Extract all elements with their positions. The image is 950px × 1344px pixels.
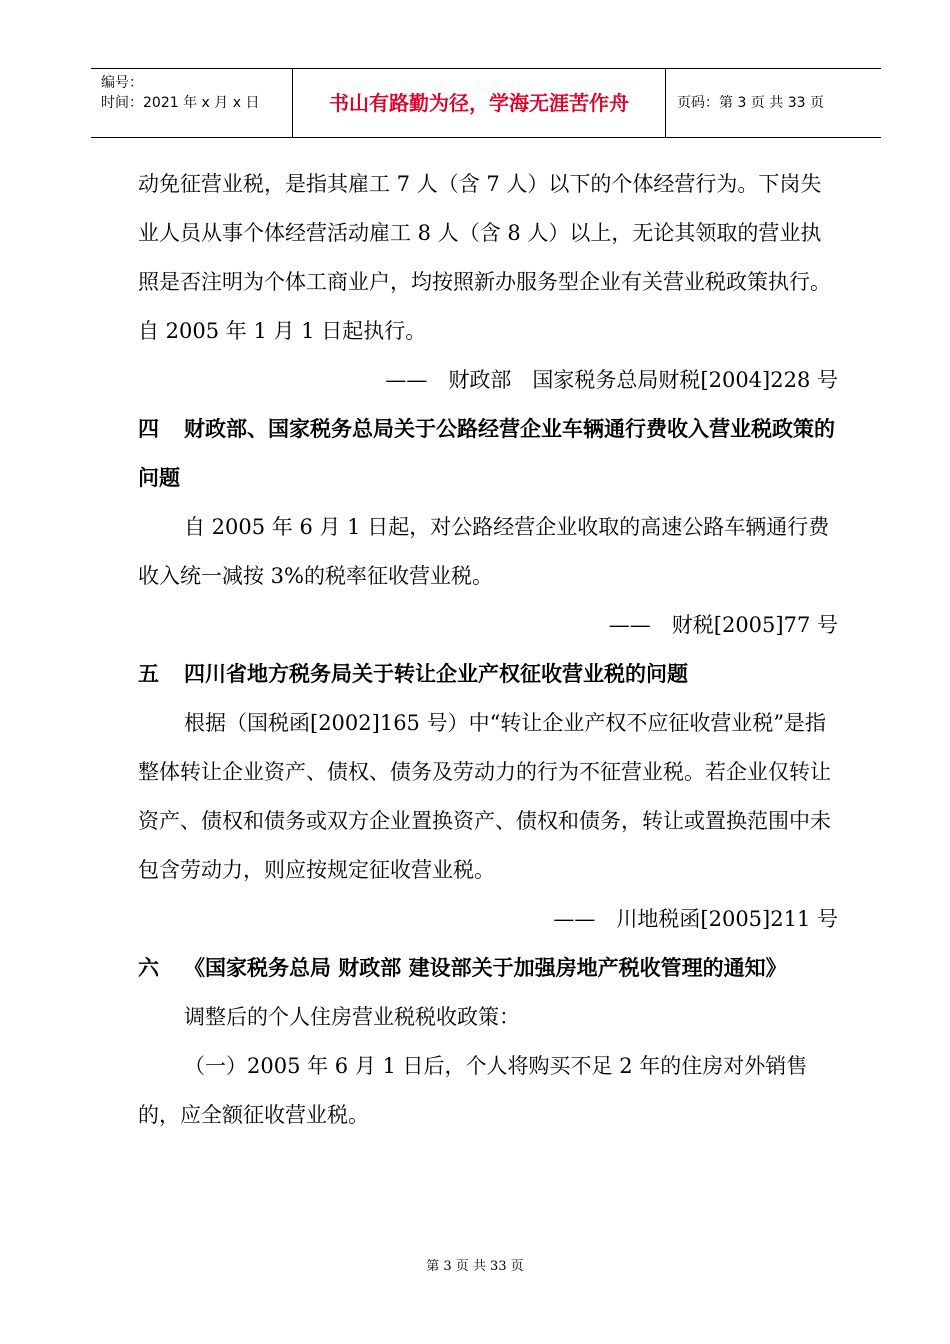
section-heading — [138, 944, 838, 993]
page-footer: 第 3 页 共 33 页 — [426, 1259, 524, 1274]
reference-line: —— 财税[2005]77 号 — [608, 613, 838, 637]
reference-line: —— 财政部 国家税务总局财税[2004]228 号 — [385, 368, 838, 392]
section-number: 六 — [138, 956, 159, 980]
header-time-label: 时间：2021 年 x 月 x 日 — [101, 95, 260, 111]
section-number: 五 — [138, 662, 159, 686]
paragraph: 自 2005 年 6 月 1 日起，对公路经营企业收取的高速公路车辆通行费收入统一减按 3%的税率征收营业税。 — [138, 515, 830, 588]
section-title: 四川省地方税务局关于转让企业产权征收营业税的问题 — [184, 662, 688, 686]
section-number: 四 — [138, 417, 159, 441]
header-page-info: 页码：第 3 页 共 33 页 — [677, 95, 824, 111]
paragraph: 根据（国税函[2002]165 号）中“转让企业产权不应征收营业税”是指整体转让企业资产、债权、债务及劳动力的行为不征营业税。若企业仅转让资产、债权和债务或双方企业置换资产、债权和债务，转让或置换范围中未包含劳动力，则应按规定征收营业税。 — [138, 711, 831, 882]
header-meta — [101, 73, 259, 113]
header-motto: 书山有路勤为径，学海无涯苦作舟 — [329, 91, 629, 115]
section-title: 《国家税务总局 财政部 建设部关于加强房地产税收管理的通知》 — [184, 956, 787, 980]
page-header — [91, 68, 881, 138]
paragraph: （一）2005 年 6 月 1 日后，个人将购买不足 2 年的住房对外销售的，应全额征收营业税。 — [138, 1054, 808, 1127]
header-divider — [665, 69, 666, 137]
header-id-label: 编号： — [101, 75, 143, 91]
paragraph: 动免征营业税，是指其雇工 7 人（含 7 人）以下的个体经营行为。下岗失业人员从事个体经营活动雇工 8 人（含 8 人）以上，无论其领取的营业执照是否注明为个体工商业户，均按照新办服务型企业有关营业税政策执行。自 2005 年 1 月 1 日起执行。 — [138, 172, 831, 343]
reference-line: —— 川地税函[2005]211 号 — [553, 907, 838, 931]
section-heading — [138, 650, 838, 699]
paragraph: 调整后的个人住房营业税税收政策： — [184, 1005, 520, 1029]
section-heading — [138, 405, 838, 503]
section-title: 财政部、国家税务总局关于公路经营企业车辆通行费收入营业税政策的问题 — [138, 417, 835, 490]
document-body — [138, 160, 838, 1140]
